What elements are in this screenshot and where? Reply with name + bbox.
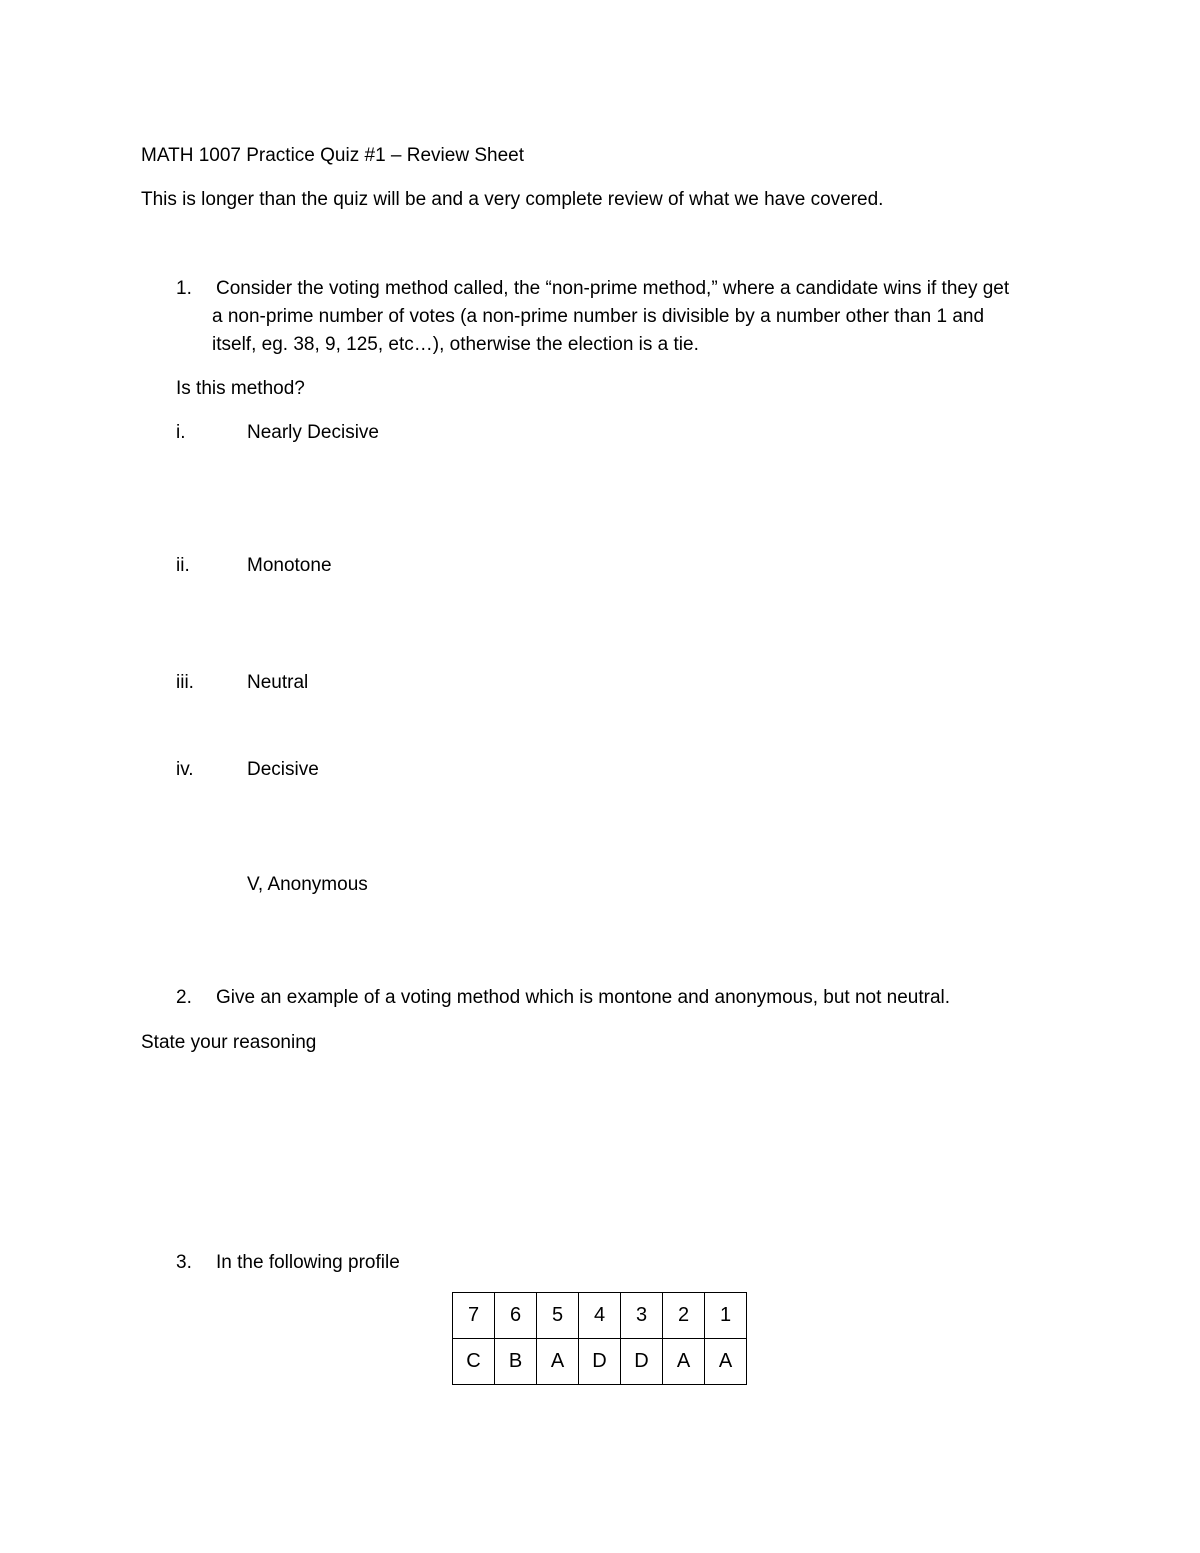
profile-count-cell: 3 xyxy=(621,1293,663,1339)
q1-part-numeral: i. xyxy=(176,422,186,443)
q1-text-line2: a non-prime number of votes (a non-prime number is divisible by a number other than 1 and xyxy=(212,306,985,327)
profile-count-cell: 2 xyxy=(663,1293,705,1339)
q2-number: 2. xyxy=(176,987,192,1008)
profile-count-cell: 5 xyxy=(537,1293,579,1339)
q1-part-numeral: iii. xyxy=(176,672,194,693)
profile-candidate-cell: A xyxy=(663,1339,705,1385)
profile-candidate-cell: D xyxy=(621,1339,663,1385)
profile-count-cell: 1 xyxy=(705,1293,747,1339)
q3-text: In the following profile xyxy=(216,1252,400,1273)
profile-count-cell: 6 xyxy=(495,1293,537,1339)
q2-prompt: State your reasoning xyxy=(141,1032,317,1053)
q1-part-label: Decisive xyxy=(247,759,319,780)
q1-number: 1. xyxy=(176,278,192,299)
intro-text: This is longer than the quiz will be and a very complete review of what we have covered. xyxy=(141,189,884,210)
q1-text-line1: Consider the voting method called, the “non-prime method,” where a candidate wins if they get xyxy=(216,278,1010,299)
q1-part-label: Nearly Decisive xyxy=(247,422,379,443)
q1-part-numeral: iv. xyxy=(176,759,194,780)
profile-candidate-cell: C xyxy=(453,1339,495,1385)
profile-candidate-row xyxy=(453,1339,747,1385)
profile-count-row xyxy=(453,1293,747,1339)
profile-count-cell: 7 xyxy=(453,1293,495,1339)
q2-text: Give an example of a voting method which is montone and anonymous, but not neutral. xyxy=(216,987,951,1008)
profile-candidate-cell: D xyxy=(579,1339,621,1385)
q1-part5-label: V, Anonymous xyxy=(247,874,368,895)
q1-part-numeral: ii. xyxy=(176,555,190,576)
page-title: MATH 1007 Practice Quiz #1 – Review Sheet xyxy=(141,145,524,166)
q1-part-label: Neutral xyxy=(247,672,309,693)
profile-candidate-cell: A xyxy=(705,1339,747,1385)
profile-count-cell: 4 xyxy=(579,1293,621,1339)
q1-part-label: Monotone xyxy=(247,555,332,576)
profile-candidate-cell: B xyxy=(495,1339,537,1385)
q1-text-line3: itself, eg. 38, 9, 125, etc…), otherwise the election is a tie. xyxy=(212,334,699,355)
q3-number: 3. xyxy=(176,1252,192,1273)
profile-table xyxy=(452,1292,747,1385)
profile-candidate-cell: A xyxy=(537,1339,579,1385)
q1-prompt: Is this method? xyxy=(176,378,305,399)
